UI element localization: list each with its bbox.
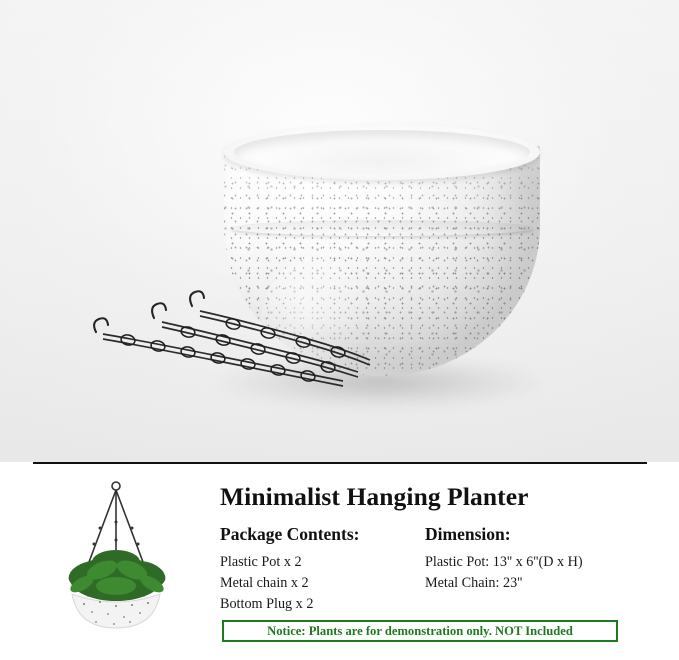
chain-hook-1 <box>94 318 108 332</box>
panel-divider <box>33 462 647 464</box>
page-title: Minimalist Hanging Planter <box>220 482 529 511</box>
bowl-rim <box>224 124 540 180</box>
package-contents-item: Plastic Pot x 2 <box>220 554 302 570</box>
dimension-item: Metal Chain: 23'' <box>425 575 523 591</box>
dimension-title: Dimension: <box>425 524 511 544</box>
package-contents-column <box>220 524 425 615</box>
bowl-stack-seam <box>230 220 534 236</box>
package-contents-item: Bottom Plug x 2 <box>220 596 314 612</box>
chain-hook-2 <box>152 303 166 318</box>
package-contents-item: Metal chain x 2 <box>220 575 309 591</box>
dimension-item: Plastic Pot: 13'' x 6''(D x H) <box>425 554 583 570</box>
hanging-planter-thumbnail <box>26 474 206 649</box>
dimension-column <box>425 524 660 615</box>
chain-hook-3 <box>190 291 204 306</box>
notice-badge <box>222 620 618 642</box>
package-contents-title: Package Contents: <box>220 524 360 544</box>
bowl-interior <box>234 130 530 174</box>
notice-text: Notice: Plants are for demonstration only. NOT Included <box>267 623 573 638</box>
metal-hanging-chains <box>58 282 378 402</box>
info-panel <box>0 462 679 660</box>
